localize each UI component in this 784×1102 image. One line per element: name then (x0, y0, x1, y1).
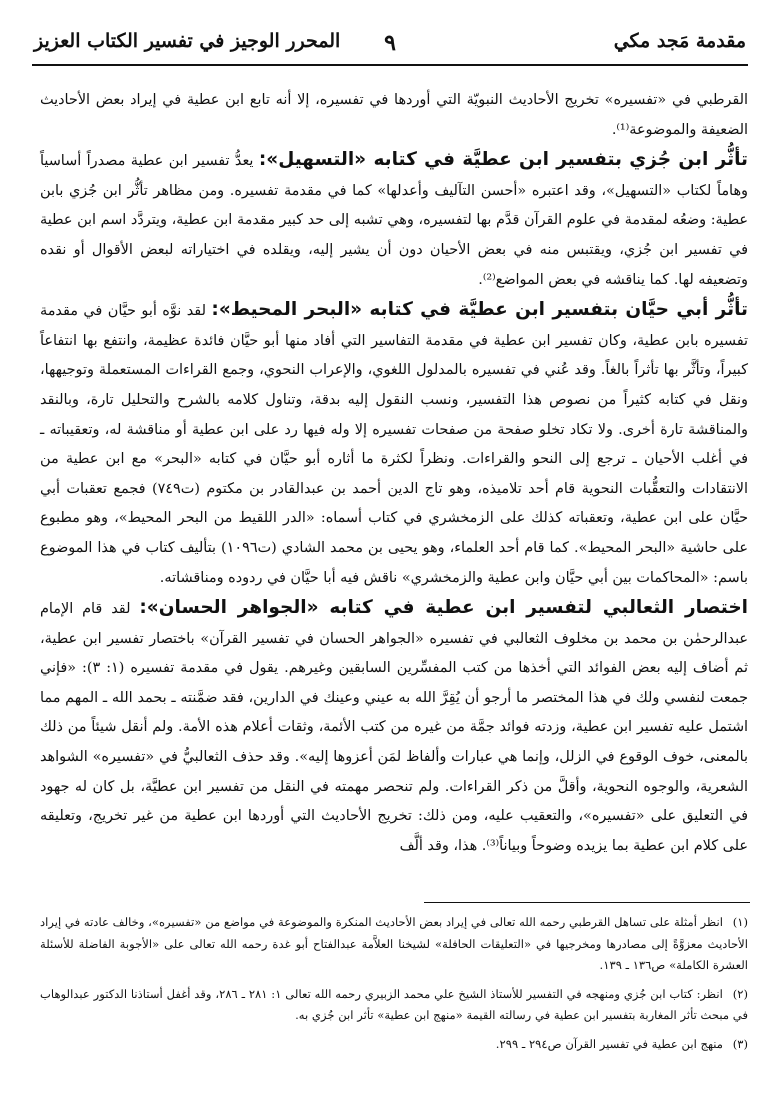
footnote (40, 912, 748, 977)
footnote-text: منهج ابن عطية في تفسير القرآن ص٢٩٤ ـ ٢٩٩. (495, 1036, 724, 1051)
footnote-divider (424, 902, 750, 903)
footnote-text: انظر أمثلة على تساهل القرطبي رحمه الله تعالى في إيراد بعض الأحاديث المنكرة والموضوعة في مواضع من «تفسيره»، وخالف عادته في إيراد الأحاديث معزوَّةً إلى مصادرها ومخرجيها في «التعليقات الحافلة» لشيخنا العلاَّمة عبدالفتاح أبو غدة رحمه الله تعالى على «الأجوبة الفاضلة للأسئلة العشرة الكاملة» ص١٣٦ ـ ١٣٩. (40, 915, 748, 973)
paragraph-text: لقد قام الإمام عبدالرحمٰن بن محمد بن مخلوف الثعالبي في تفسيره «الجواهر الحسان في تفسير القرآن» باختصار تفسير ابن عطية، ثم أضاف إليه بعض الفوائد التي أخذها من كتب المفسِّرين السابقين وغيرهم. يقول في مقدمة تفسيره (١: ٣): «فإني جمعت لنفسي ولك في هذا المختصر ما أرجو أن يُقِرَّ الله به عيني وعينك في الدارين، فقد ضمَّنته ـ بحمد الله ـ المهم مما اشتمل عليه تفسير ابن عطية، وزدته فوائد جمَّة من غيره من كتب الأئمة، وثقات أعلام هذه الأمة. ولم أنقل شيئاً من ذلك بالمعنى، خوف الوقوع في الزلل، وإنما هي عبارات وألفاظ لمَن أعزوها إليه». وقد حذف الثعالبيُّ في «تفسيره» الشواهد الشعرية، والوجوه النحوية، وأقلَّ من ذكر القراءات. ولم تنحصر مهمته في النقل من تفسير ابن عطيَّة، بل كان له جهود في التعليق على «تفسيره»، والتعقيب عليه، ومن ذلك: تخريج الأحاديث التي أوردها ابن عطية من غير تخريج، وتعليقه على كلام ابن عطية بما يزيده وضوحاً وبياناً⁽³⁾. هذا، وقد ألَّف (40, 601, 748, 854)
paragraph-abu-hayyan (40, 295, 748, 593)
paragraph-thaalibi (40, 593, 748, 861)
page-number: ٩ (384, 30, 396, 56)
footnote (40, 1034, 748, 1056)
section-heading: تأثُّر أبي حيَّان بتفسير ابن عطيَّة في كتابه «البحر المحيط»: (211, 299, 748, 321)
section-heading: اختصار الثعالبي لتفسير ابن عطية في كتابه «الجواهر الحسان»: (139, 597, 748, 619)
paragraph-text: يعدُّ تفسير ابن عطية مصدراً أساسياً وهاماً لكتاب «التسهيل»، وقد اعتبره «أحسن التآليف وأعدلها» كما في مقدمة تفسيره. ومن مظاهر تأثُّر ابن جُزي بابن عطية: وضعُه لمقدمة في علوم القرآن قدَّم بها لتفسيره، وهي تشبه إلى حد كبير مقدمة ابن عطية، ويتردَّد اسم ابن عطية في تفسير ابن جُزي، ويقتبس منه في بعض الأحيان دون أن يشير إليه، ويقلده في اختياراته لبعض الأقوال أو نقده وتضعيفه لها. كما يناقشه في بعض المواضع⁽²⁾. (40, 153, 748, 288)
footnote-text: انظر: كتاب ابن جُزي ومنهجه في التفسير للأستاذ الشيخ علي محمد الزبيري رحمه الله تعالى ١: ٢٨١ ـ ٢٨٦، وقد أغفل أستاذنا الدكتور عبدالوهاب في مبحث تأثر المغاربة بتفسير ابن عطية في رسالته القيمة «منهج ابن عطية» تأثر ابن جُزي به. (40, 986, 748, 1023)
footnote-number: (٣) (732, 1036, 748, 1051)
footnote-number: (٢) (732, 986, 748, 1001)
footnotes (40, 912, 748, 1063)
header-section-title: مقدمة مَجد مكي (613, 30, 746, 52)
footnote-number: (١) (732, 915, 749, 929)
paragraph-text: لقد نوَّه أبو حيَّان في مقدمة تفسيره بابن عطية، وكان تفسير ابن عطية في مقدمة التفاسير التي أفاد منها أبو حيَّان فائدة عظيمة، وانتفع بها انتفاعاً كبيراً، وتأثَّر بها تأثراً بالغاً. وقد عُني في تفسيره بالمدلول اللغوي، والإعراب النحوي، وجمع القراءات المستعملة وتوجيهها، ونقل في كتابه كثيراً من نصوص هذا التفسير، ونسب النقول إليه بدقة، وتناول كلامه بالشرح والتحليل تارة، وبالنقد والمناقشة تارة أخرى. ولا تكاد تخلو صفحة من صفحات تفسيره إلا وله فيها رد على ابن عطية أو مناقشة له، وتعقيباته ـ في أغلب الأحيان ـ ترجع إلى النحو والقراءات. ونظراً لكثرة ما أثاره أبو حيَّان في كتابه «البحر» مع ابن عطية من الانتقادات والتعقُّبات النحوية قام أحد تلاميذه، وهو تاج الدين أحمد بن عبدالقادر بن مكتوم (ت٧٤٩) فجمع تعقبات أبي حيَّان على ابن عطية، وتعقباته كذلك على الزمخشري في كتاب أسماه: «الدر اللقيط من البحر المحيط»، وهو مطبوع على حاشية «البحر المحيط». كما قام أحد العلماء، وهو يحيى بن محمد الشادي (ت١٠٩٦) بتأليف كتاب في هذا الموضوع باسم: «المحاكمات بين أبي حيَّان وابن عطية والزمخشري» ناقش فيه أبا حيَّان في ردوده ومناقشاته. (40, 303, 749, 586)
running-header (32, 20, 748, 66)
footnote (40, 984, 748, 1027)
paragraph-ibn-juzay (40, 145, 748, 295)
main-text (40, 86, 748, 861)
section-heading: تأثُّر ابن جُزي بتفسير ابن عطيَّة في كتابه «التسهيل»: (258, 149, 748, 171)
paragraph: القرطبي في «تفسيره» تخريج الأحاديث النبويّة التي أوردها في تفسيره، إلا أنه تابع ابن عطية في إيراد بعض الأحاديث الضعيفة والموضوعة⁽¹⁾. (40, 92, 748, 138)
header-book-title: المحرر الوجيز في تفسير الكتاب العزيز (34, 30, 341, 52)
